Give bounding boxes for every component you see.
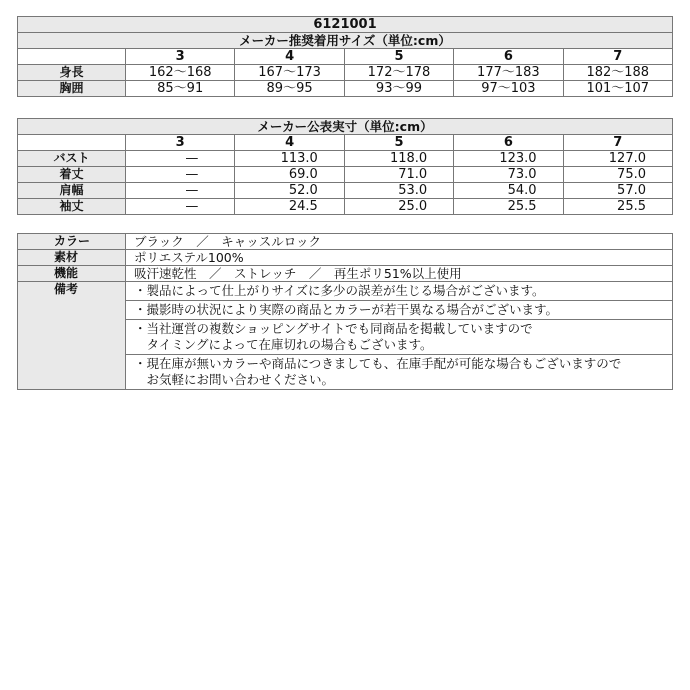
row-label-bust: バスト — [18, 151, 126, 167]
table-cell: 73.0 — [454, 167, 563, 183]
size-header: 6 — [454, 49, 563, 65]
table-cell: — — [126, 199, 235, 215]
row-label-sleeve: 袖丈 — [18, 199, 126, 215]
table-cell: — — [126, 183, 235, 199]
table-cell: 75.0 — [563, 167, 672, 183]
note-line: タイミングによって在庫切れの場合もございます。 — [134, 337, 433, 352]
table-cell: 162〜168 — [126, 65, 235, 81]
size-corner-cell — [18, 135, 126, 151]
size-header: 7 — [563, 49, 672, 65]
table-cell: 69.0 — [235, 167, 344, 183]
note-item — [126, 282, 673, 301]
table-cell: 123.0 — [454, 151, 563, 167]
table-cell: 85〜91 — [126, 81, 235, 97]
note-item — [126, 355, 673, 390]
table-row — [18, 199, 673, 215]
table-cell: 167〜173 — [235, 65, 344, 81]
table-cell: 172〜178 — [344, 65, 453, 81]
table-row — [18, 65, 673, 81]
table-cell: 57.0 — [563, 183, 672, 199]
size-header: 3 — [126, 135, 235, 151]
size-header: 4 — [235, 135, 344, 151]
table-row — [18, 234, 673, 250]
row-label-chest: 胸囲 — [18, 81, 126, 97]
table-row — [18, 167, 673, 183]
table-cell: 25.5 — [563, 199, 672, 215]
table-cell: 54.0 — [454, 183, 563, 199]
color-value: ブラック ／ キャッスルロック — [126, 234, 673, 250]
recommended-size-title: メーカー推奨着用サイズ（単位:cm） — [18, 33, 673, 49]
product-code: 6121001 — [18, 17, 673, 33]
note-line: ・現在庫が無いカラーや商品につきましても、在庫手配が可能な場合もございますので — [134, 356, 622, 371]
function-label: 機能 — [18, 266, 126, 282]
table-cell: 52.0 — [235, 183, 344, 199]
product-info-table — [17, 233, 673, 390]
table-cell: 177〜183 — [454, 65, 563, 81]
table-row — [18, 282, 673, 301]
table-row — [18, 81, 673, 97]
size-header: 4 — [235, 49, 344, 65]
note-line: ・製品によって仕上がりサイズに多少の誤差が生じる場合がございます。 — [134, 283, 545, 298]
table-cell: 113.0 — [235, 151, 344, 167]
table-row — [18, 250, 673, 266]
material-value: ポリエステル100% — [126, 250, 673, 266]
table-cell: 71.0 — [344, 167, 453, 183]
table-cell: 118.0 — [344, 151, 453, 167]
size-header: 6 — [454, 135, 563, 151]
table-cell: 24.5 — [235, 199, 344, 215]
table-cell: 101〜107 — [563, 81, 672, 97]
row-label-shoulder: 肩幅 — [18, 183, 126, 199]
row-label-length: 着丈 — [18, 167, 126, 183]
measurement-title: メーカー公表実寸（単位:cm） — [18, 119, 673, 135]
table-cell: — — [126, 151, 235, 167]
table-cell: 89〜95 — [235, 81, 344, 97]
note-line: ・撮影時の状況により実際の商品とカラーが若干異なる場合がございます。 — [134, 302, 559, 317]
table-row — [18, 266, 673, 282]
note-item — [126, 320, 673, 355]
note-line: ・当社運営の複数ショッピングサイトでも同商品を掲載していますので — [134, 321, 533, 336]
size-corner-cell — [18, 49, 126, 65]
table-cell: 25.5 — [454, 199, 563, 215]
size-header: 3 — [126, 49, 235, 65]
function-value: 吸汗速乾性 ／ ストレッチ ／ 再生ポリ51%以上使用 — [126, 266, 673, 282]
table-cell: 127.0 — [563, 151, 672, 167]
table-cell: — — [126, 167, 235, 183]
table-cell: 182〜188 — [563, 65, 672, 81]
size-header: 5 — [344, 135, 453, 151]
table-cell: 93〜99 — [344, 81, 453, 97]
actual-measurement-table — [17, 118, 673, 215]
row-label-height: 身長 — [18, 65, 126, 81]
note-line: お気軽にお問い合わせください。 — [134, 372, 335, 387]
material-label: 素材 — [18, 250, 126, 266]
table-row — [18, 183, 673, 199]
recommended-size-table — [17, 16, 673, 97]
table-cell: 97〜103 — [454, 81, 563, 97]
notes-label: 備考 — [18, 282, 126, 390]
size-header: 7 — [563, 135, 672, 151]
color-label: カラー — [18, 234, 126, 250]
size-header: 5 — [344, 49, 453, 65]
table-cell: 25.0 — [344, 199, 453, 215]
table-cell: 53.0 — [344, 183, 453, 199]
table-row — [18, 151, 673, 167]
note-item — [126, 301, 673, 320]
